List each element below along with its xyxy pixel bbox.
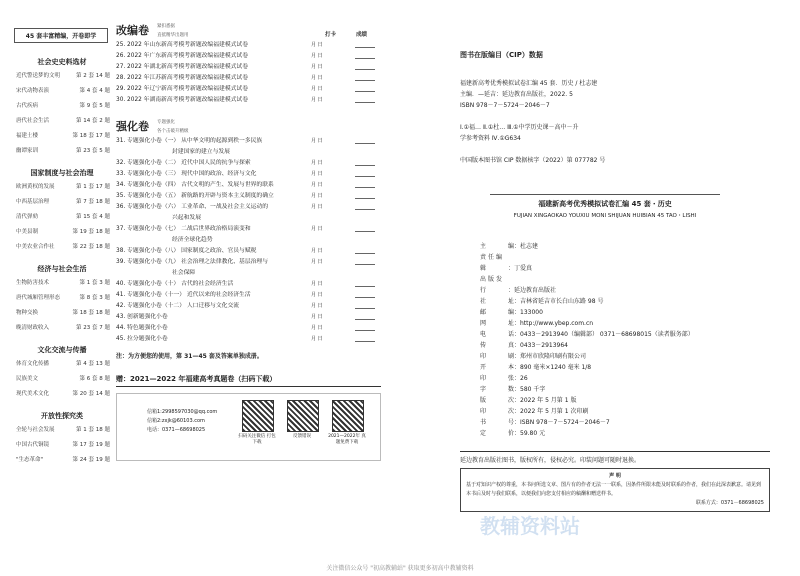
- qh-row-cont-text: 兴起和发展: [172, 215, 201, 221]
- gai-notes: 紧扣悉据 直抵精华出题用: [157, 24, 189, 38]
- qh-row-title: 36. 专题强化小卷（六） 工业革命、一战及社会主义运动的: [116, 204, 269, 210]
- qh-row-date: 月 日: [311, 204, 323, 210]
- qh-row-title: 32. 专题强化小卷（二） 近代中国人民的抗争与探索: [116, 160, 251, 166]
- pub-info-line: [480, 274, 770, 296]
- gai-row: [116, 84, 381, 95]
- qh-row: [116, 323, 381, 334]
- index-item: [16, 278, 110, 286]
- cip-line: ISBN 978－7－5724－2046－7: [460, 102, 550, 109]
- index-item-ref: 第 23 套 5 题: [76, 148, 110, 154]
- pub-info-label: 电: [480, 331, 489, 338]
- index-item: [16, 323, 110, 331]
- index-item: [16, 71, 110, 79]
- gai-row-grade: [355, 95, 375, 103]
- gai-list: [116, 40, 381, 106]
- gai-row-date: 月 日: [311, 75, 323, 81]
- index-item-ref: 第 7 套 18 题: [76, 199, 110, 205]
- pub-info-label: 印: [480, 408, 489, 415]
- pub-info-line: [480, 373, 770, 384]
- index-item-topic: 唐代社会生活: [16, 118, 50, 124]
- pub-info-value: 址：http://www.ybep.com.cn: [508, 320, 594, 327]
- index-item: [16, 293, 110, 301]
- qh-row-grade: [355, 323, 375, 331]
- cip-line: [460, 144, 770, 155]
- pub-info-label: 出版发行: [480, 276, 505, 294]
- qh-row: [116, 279, 381, 290]
- qh-row-title: 38. 专题强化小卷（八） 国家制度之政治、官员与赋税: [116, 248, 257, 254]
- index-item-ref: 第 6 套 8 题: [79, 376, 110, 382]
- qh-row-title: 35. 专题强化小卷（五） 新航路的开辟与资本主义制度的确立: [116, 193, 274, 199]
- qh-row: [116, 158, 381, 169]
- pub-info-label: 定: [480, 430, 489, 437]
- qh-row-date: 月 日: [311, 138, 323, 144]
- index-item-topic: 中国古代铜镜: [16, 442, 50, 448]
- index-item: [16, 101, 110, 109]
- pub-info-label: 社: [480, 298, 489, 305]
- index-item: [16, 359, 110, 367]
- index-item: [16, 227, 110, 235]
- index-item-topic: 现代美术文化: [16, 391, 50, 397]
- index-item-ref: 第 18 套 18 题: [72, 310, 110, 316]
- page-footer: 关注微信公众号 "初高教辅站" 获取更多初高中教辅资料: [326, 565, 474, 572]
- index-item-topic: 欧洲黄权的发展: [16, 184, 55, 190]
- index-item-topic: 生物防害技术: [16, 280, 50, 286]
- cip-line: [460, 111, 770, 122]
- gai-row: [116, 95, 381, 106]
- pub-info-label: 邮: [480, 309, 489, 316]
- gift-heading: 赠：2021—2022 年福建高考真题卷（扫码下载）: [116, 374, 381, 387]
- qr-code-wechat[interactable]: [242, 400, 274, 432]
- qh-row-grade: [355, 169, 375, 177]
- qh-row-cont: [116, 147, 381, 158]
- index-item-topic: 宋代动物表演: [16, 88, 50, 94]
- cip-line: 福建新高考优秀模拟试卷汇编 45 套．历史 / 杜志建: [460, 80, 598, 87]
- col-checkin: 打卡: [324, 32, 336, 38]
- pub-info-value: 本：890 毫米×1240 毫米 1/8: [508, 364, 592, 371]
- pub-info-line: [480, 329, 770, 340]
- index-item-ref: 第 18 套 17 题: [72, 133, 110, 139]
- qh-row-date: 月 日: [311, 171, 323, 177]
- qr-code-feedback[interactable]: [287, 400, 319, 432]
- qh-row-cont: [116, 235, 381, 246]
- pub-info-value: ：延边教育出版社: [508, 287, 557, 294]
- qh-row-title: 33. 专题强化小卷（三） 现代中国的政治、经济与文化: [116, 171, 257, 177]
- gai-row: [116, 73, 381, 84]
- gai-row-title: 27. 2022 年湖北新高考模考新题改编福建模式试卷: [116, 64, 249, 70]
- index-item-ref: 第 4 套 4 题: [79, 88, 110, 94]
- qh-row-grade: [355, 180, 375, 188]
- index-item-ref: 第 4 套 13 题: [76, 361, 110, 367]
- qh-row-title: 43. 创新题强化小卷: [116, 314, 168, 320]
- qh-row-grade: [355, 191, 375, 199]
- pub-info-line: [480, 417, 770, 428]
- statement-contact: 联系方式：0371－68698025: [695, 500, 764, 506]
- qh-row-title: 34. 专题强化小卷（四） 古代文明的产生、发展与世界的联系: [116, 182, 274, 188]
- col-grade: 成绩: [355, 32, 367, 38]
- index-section: [14, 411, 110, 463]
- qh-row-date: 月 日: [311, 336, 323, 342]
- qh-row-date: 月 日: [311, 259, 323, 265]
- qh-row-date: 月 日: [311, 303, 323, 309]
- pub-info-line: [480, 384, 770, 395]
- qh-row-grade: [355, 202, 375, 210]
- pub-info-line: [480, 362, 770, 373]
- index-item: [16, 425, 110, 433]
- watermark: 教辅资料站: [480, 514, 580, 538]
- qh-row-grade: [355, 136, 375, 144]
- statement-title: 声 明: [609, 473, 621, 479]
- qh-row-grade: [355, 312, 375, 320]
- cip-line: 学参考资料 Ⅳ.①G634: [460, 135, 521, 142]
- pub-info-label: 印: [480, 375, 489, 382]
- pub-info-value: 编：杜志建: [508, 243, 539, 250]
- cip-line: 中国版本图书馆 CIP 数据核字（2022）第 077782 号: [460, 157, 606, 164]
- cip-block: [460, 78, 770, 166]
- contact-box: [116, 393, 381, 461]
- qh-row-title: 37. 专题强化小卷（七） 二战后世界政治格局演变和: [116, 226, 251, 232]
- pub-info-value: 编：133000: [508, 309, 543, 316]
- index-item-topic: 近代警送梦的文明: [16, 73, 61, 79]
- qh-row: [116, 257, 381, 268]
- pub-info-label: 字: [480, 386, 489, 393]
- qh-row-grade: [355, 246, 375, 254]
- index-item-topic: 中美县制: [16, 229, 39, 235]
- gai-row-grade: [355, 51, 375, 59]
- index-item-topic: 福建土楼: [16, 133, 39, 139]
- qh-row-date: 月 日: [311, 292, 323, 298]
- index-item-ref: 第 17 套 19 题: [72, 442, 110, 448]
- index-section: [14, 345, 110, 397]
- pub-info-label: 传: [480, 342, 489, 349]
- qh-row-title: 39. 专题强化小卷（九） 社会治理之法律教化、基层治理与: [116, 259, 269, 265]
- qh-row-grade: [355, 334, 375, 342]
- gai-row-title: 29. 2022 年辽宁新高考模考新题改编福建模式试卷: [116, 86, 249, 92]
- gai-row-grade: [355, 40, 375, 48]
- qh-row-title: 42. 专题强化小卷（十二） 人口迁移与文化交流: [116, 303, 240, 309]
- qr-label-wechat: 扫码关注微信 打包下载: [238, 434, 276, 445]
- qh-row-date: 月 日: [311, 314, 323, 320]
- index-item-ref: 第 15 套 4 题: [76, 214, 110, 220]
- gai-row-title: 30. 2022 年湖南新高考模考新题改编福建模式试卷: [116, 97, 249, 103]
- pub-info-value: 张：26: [508, 375, 528, 382]
- qh-row-grade: [355, 290, 375, 298]
- index-section-title: 社会史史料选材: [37, 58, 87, 66]
- index-item-ref: 第 23 套 7 题: [76, 325, 110, 331]
- pub-info-value: 话：0433－2913940（编辑部） 0371－68698015（读者服务部）: [508, 331, 694, 338]
- index-item-topic: 中美农业合作社: [16, 244, 55, 250]
- qh-row: [116, 191, 381, 202]
- gai-row-grade: [355, 73, 375, 81]
- qh-row-date: 月 日: [311, 281, 323, 287]
- statement-text: 基于对知识产权的尊重，本书问所选文章、图片有的作者无法一一联系，因条件所限未能及时联系的作者，我们在此深表歉意。请见到本书后及时与我们联系，以便我们向您支付相应的稿酬和赠送样书。: [466, 482, 762, 497]
- index-section-title: 开放性探究类: [41, 412, 83, 420]
- qh-row-grade: [355, 279, 375, 287]
- gai-row: [116, 51, 381, 62]
- qh-row-date: 月 日: [311, 182, 323, 188]
- gai-row-date: 月 日: [311, 53, 323, 59]
- index-item-ref: 第 22 套 18 题: [72, 244, 110, 250]
- cip-title: 图书在版编目（CIP）数据: [460, 51, 543, 59]
- index-item: [16, 440, 110, 448]
- index-item-topic: 全轮与社会发展: [16, 427, 55, 433]
- pub-info-label: 开: [480, 364, 489, 371]
- copyright-notice: 延边教育出版社图书，版权所有，侵权必究。印装问题可随时退换。: [460, 451, 770, 464]
- gai-row-date: 月 日: [311, 86, 323, 92]
- qh-row-date: 月 日: [311, 193, 323, 199]
- index-item-topic: 晚清财政收入: [16, 325, 50, 331]
- pub-info-value: 价：59.80 元: [508, 430, 546, 437]
- qh-row: [116, 180, 381, 191]
- gai-row-grade: [355, 84, 375, 92]
- qh-row-cont: [116, 213, 381, 224]
- gai-row-title: 26. 2022 年广东新高考模考新题改编福建模式试卷: [116, 53, 249, 59]
- booklet-note: 注：为方便您的使用，第 31—45 套及答案单独成册。: [116, 353, 263, 360]
- index-section: [14, 264, 110, 331]
- pub-info-line: [480, 252, 770, 274]
- index-section: [14, 168, 110, 250]
- gai-row: [116, 40, 381, 51]
- qh-list: [116, 136, 381, 345]
- pub-info-label: 版: [480, 397, 489, 404]
- pub-info-line: [480, 340, 770, 351]
- book-pinyin: FUJIAN XINGAOKAO YOUXIU MONI SHIJUAN HUIBIAN 45 TAO・LISHI: [513, 213, 697, 219]
- pub-info-line: [480, 241, 770, 252]
- qh-row-cont-text: 经济全球化趋势: [172, 237, 213, 243]
- pub-info-value: 址：吉林省延吉市长白山东路 98 号: [508, 298, 604, 305]
- qr-label-download: 2021—2022年 真题免费下载: [328, 434, 366, 445]
- gai-row-grade: [355, 62, 375, 70]
- qh-row-title: 45. 拉分题强化小卷: [116, 336, 168, 342]
- qh-row-cont: [116, 268, 381, 279]
- qh-row: [116, 202, 381, 213]
- qh-row: [116, 312, 381, 323]
- index-item-ref: 第 20 套 14 题: [72, 391, 110, 397]
- index-item-ref: 第 1 套 3 题: [79, 280, 110, 286]
- qh-row: [116, 334, 381, 345]
- qh-row-grade: [355, 301, 375, 309]
- qh-row-date: 月 日: [311, 325, 323, 331]
- pub-info-value: 次：2022 年 5 月第 1 次印刷: [508, 408, 589, 415]
- pub-info-line: [480, 351, 770, 362]
- index-item-topic: 古代疾病: [16, 103, 39, 109]
- gai-row-title: 25. 2022 年山东新高考模考新题改编福建模式试卷: [116, 42, 249, 48]
- pub-info-label: 印: [480, 353, 489, 360]
- pub-info-line: [480, 296, 770, 307]
- qh-row-cont-text: 社会保障: [172, 270, 196, 276]
- index-item: [16, 116, 110, 124]
- index-item-ref: 第 2 套 14 题: [76, 73, 110, 79]
- index-item: [16, 182, 110, 190]
- index-item-topic: 唐代城厢管理形态: [16, 295, 61, 301]
- contents-column: [116, 18, 381, 548]
- index-item-topic: 中西基层治理: [16, 199, 50, 205]
- index-item-ref: 第 24 套 19 题: [72, 457, 110, 463]
- index-item-ref: 第 1 套 18 题: [76, 427, 110, 433]
- pub-info-label: 书: [480, 419, 489, 426]
- qh-header: [116, 118, 381, 136]
- index-item-topic: "生态革命": [16, 457, 44, 463]
- index-item: [16, 212, 110, 220]
- contact-info: 信箱1:2998597030@qq.com 信箱2:zxjk@60103.com 电话：0371—68698025: [147, 409, 218, 433]
- qh-row: [116, 246, 381, 257]
- pub-info-label: 网: [480, 320, 489, 327]
- qh-row-title: 31. 专题强化小卷（一） 从中华文明的起源到秩一多民族: [116, 138, 263, 144]
- qh-row: [116, 136, 381, 147]
- publication-info: [460, 241, 770, 439]
- index-item: [16, 131, 110, 139]
- pub-info-value: 号：ISBN 978－7－5724－2046－7: [508, 419, 610, 426]
- qh-title: 强化卷: [116, 120, 149, 133]
- gai-row-date: 月 日: [311, 42, 323, 48]
- pub-info-value: ：丁爱真: [508, 265, 533, 272]
- index-item: [16, 374, 110, 382]
- index-section-title: 国家制度与社会治理: [30, 169, 94, 177]
- pub-info-value: 刷：郑州市欣隆印刷有限公司: [508, 353, 587, 360]
- index-item: [16, 308, 110, 316]
- index-item: [16, 242, 110, 250]
- index-item-topic: 物种交换: [16, 310, 39, 316]
- pub-info-line: [480, 406, 770, 417]
- gai-title: 改编卷: [116, 24, 149, 37]
- index-section: [14, 57, 110, 154]
- pub-info-line: [480, 318, 770, 329]
- index-item: [16, 146, 110, 154]
- index-item-topic: 体育文化传播: [16, 361, 50, 367]
- pub-info-line: [480, 428, 770, 439]
- qh-row-date: 月 日: [311, 248, 323, 254]
- index-item: [16, 389, 110, 397]
- index-section-title: 经济与社会生活: [37, 265, 87, 273]
- gai-row-title: 28. 2022 年江苏新高考模考新题改编福建模式试卷: [116, 75, 249, 81]
- pub-info-value: 真：0433－2913964: [508, 342, 568, 349]
- qh-row-grade: [355, 158, 375, 166]
- qh-row-grade: [355, 257, 375, 265]
- index-item: [16, 86, 110, 94]
- index-item-ref: 第 19 套 18 题: [72, 229, 110, 235]
- pub-info-line: [480, 395, 770, 406]
- statement-box: [460, 468, 770, 512]
- index-item-ref: 第 9 套 5 题: [79, 103, 110, 109]
- gai-row: [116, 62, 381, 73]
- qh-row: [116, 224, 381, 235]
- qh-row-date: 月 日: [311, 226, 323, 232]
- index-section-title: 文化交流与传播: [37, 346, 87, 354]
- qh-row: [116, 290, 381, 301]
- gai-header: [116, 22, 381, 40]
- left-index-column: [14, 28, 110, 548]
- qh-row-title: 40. 专题强化小卷（十） 古代的社会经济生活: [116, 281, 234, 287]
- pub-info-label: 责任编辑: [480, 254, 505, 272]
- index-item-topic: 幽谭家训: [16, 148, 39, 154]
- index-item-topic: 民族美文: [16, 376, 39, 382]
- qh-row-grade: [355, 224, 375, 232]
- qh-row: [116, 301, 381, 312]
- qh-row-date: 月 日: [311, 160, 323, 166]
- gai-row-date: 月 日: [311, 97, 323, 103]
- index-item-ref: 第 14 套 2 题: [76, 118, 110, 124]
- qh-row-title: 44. 特色题强化小卷: [116, 325, 168, 331]
- index-item-ref: 第 1 套 17 题: [76, 184, 110, 190]
- gai-row-date: 月 日: [311, 64, 323, 70]
- index-item: [16, 197, 110, 205]
- index-item-topic: 清代弹劾: [16, 214, 39, 220]
- index-item-ref: 第 8 套 3 题: [79, 295, 110, 301]
- qr-code-download[interactable]: [332, 400, 364, 432]
- pub-info-value: 次：2022 年 5 月第 1 版: [508, 397, 577, 404]
- pub-info-line: [480, 307, 770, 318]
- qh-notes: 专题强化 各个击破升精级: [157, 120, 189, 134]
- qr-label-feedback: 反馈错误: [293, 434, 311, 439]
- qh-row-title: 41. 专题强化小卷（十一） 近代以来的社会经济生活: [116, 292, 251, 298]
- qh-row-cont-text: 封建国家的建立与发展: [172, 149, 230, 155]
- copyright-column: [460, 50, 770, 550]
- pub-info-label: 主: [480, 243, 489, 250]
- pub-info-value: 数：580 千字: [508, 386, 546, 393]
- cip-line: Ⅰ.①福… Ⅱ.①杜… Ⅲ.①中学历史课－高中－升: [460, 124, 579, 131]
- index-item: [16, 455, 110, 463]
- index-badge: 45 套丰富精编，开卷即学: [14, 28, 108, 43]
- book-title: 福建新高考优秀模拟试卷汇编 45 套・历史: [490, 194, 720, 209]
- qh-row: [116, 169, 381, 180]
- cip-line: 主编．—延吉：延边教育出版社，2022. 5: [460, 91, 573, 98]
